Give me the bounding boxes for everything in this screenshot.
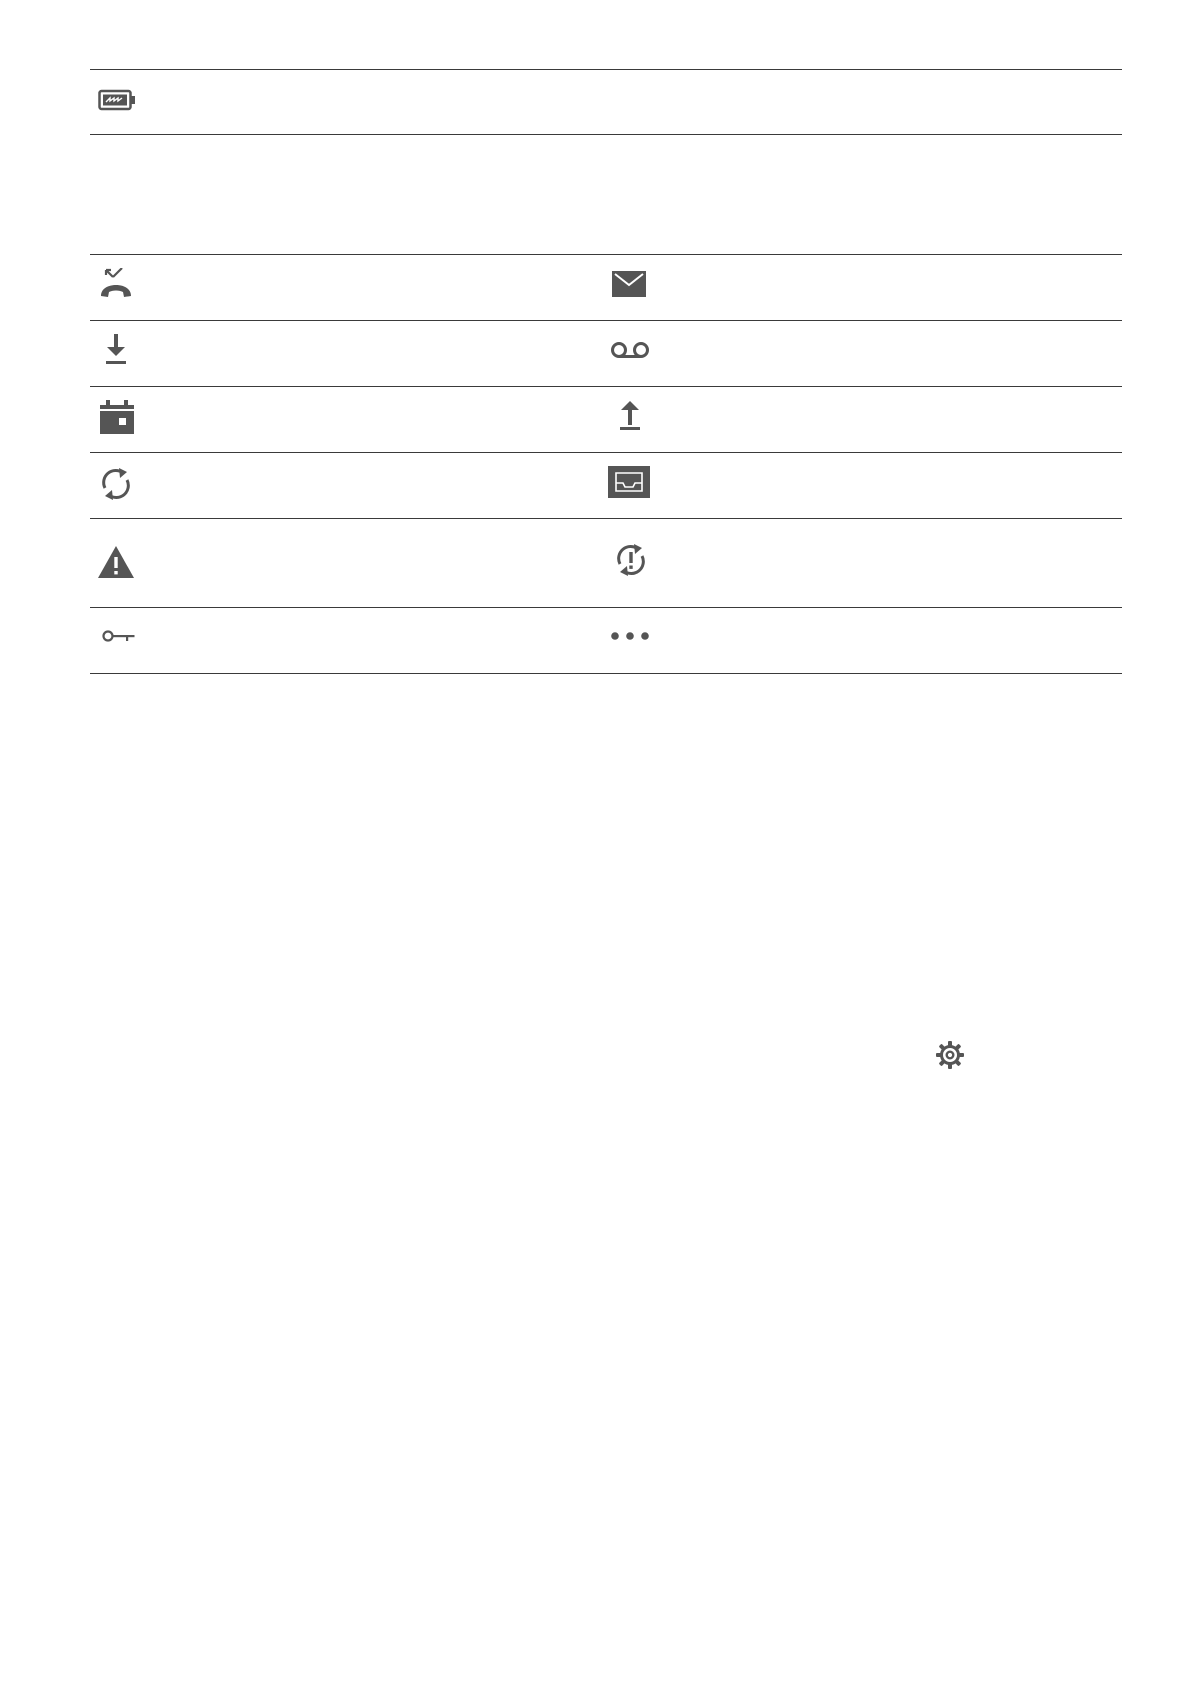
upload-icon (618, 400, 642, 432)
table-rule (90, 69, 1122, 70)
battery-charging-icon (98, 89, 136, 111)
sync-error-icon (614, 543, 648, 577)
more-icon (611, 632, 649, 640)
sync-icon (99, 467, 133, 501)
voicemail-icon (610, 340, 650, 360)
table-rule (90, 386, 1122, 387)
email-icon (612, 271, 646, 297)
table-rule (90, 518, 1122, 519)
inbox-icon (608, 466, 650, 498)
gear-icon (936, 1041, 964, 1069)
warning-icon (98, 546, 134, 578)
table-rule (90, 134, 1122, 135)
calendar-event-icon (100, 400, 134, 434)
table-rule (90, 320, 1122, 321)
missed-call-icon (97, 268, 135, 300)
download-icon (104, 334, 128, 366)
table-rule (90, 673, 1122, 674)
table-rule (90, 607, 1122, 608)
table-rule (90, 452, 1122, 453)
table-rule (90, 254, 1122, 255)
vpn-key-icon (102, 629, 136, 643)
